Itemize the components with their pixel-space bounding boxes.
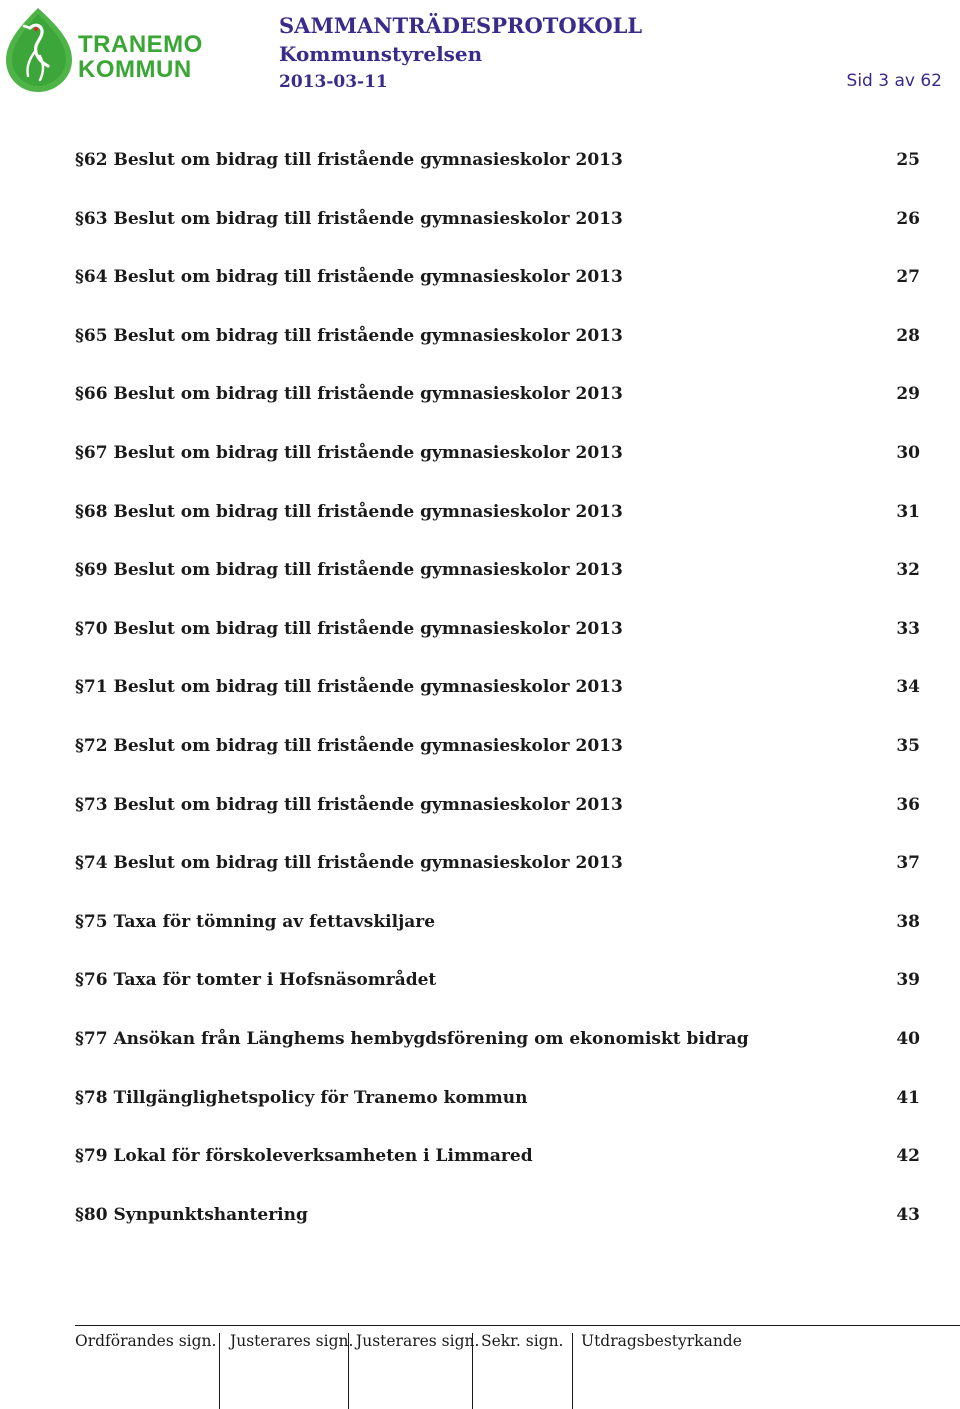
toc-section-title: §74 Beslut om bidrag till fristående gymnasieskolor 2013 (75, 853, 623, 874)
secretary-signature-label: Sekr. sign. (481, 1332, 564, 1350)
municipality-logo (0, 4, 210, 96)
chair-signature-label: Ordförandes sign. (75, 1332, 217, 1350)
toc-entry (75, 142, 920, 201)
toc-entry (75, 787, 920, 846)
toc-page-number: 29 (896, 384, 920, 405)
toc-section-title: §80 Synpunktshantering (75, 1204, 308, 1225)
toc-page-number: 33 (896, 618, 920, 639)
toc-page-number: 37 (896, 853, 920, 874)
toc-page-number: 35 (896, 735, 920, 756)
toc-section-title: §66 Beslut om bidrag till fristående gymnasieskolor 2013 (75, 384, 623, 405)
adjuster-signature-label-1: Justerares sign. (230, 1332, 354, 1350)
toc-section-title: §67 Beslut om bidrag till fristående gymnasieskolor 2013 (75, 442, 623, 463)
toc-section-title: §79 Lokal för förskoleverksamheten i Limmared (75, 1146, 533, 1167)
toc-section-title: §71 Beslut om bidrag till fristående gymnasieskolor 2013 (75, 677, 623, 698)
toc-entry (75, 962, 920, 1021)
toc-page-number: 26 (896, 208, 920, 229)
toc-page-number: 36 (896, 794, 920, 815)
toc-page-number: 40 (896, 1028, 920, 1049)
toc-page-number: 38 (896, 911, 920, 932)
toc-page-number: 42 (896, 1146, 920, 1167)
toc-section-title: §72 Beslut om bidrag till fristående gymnasieskolor 2013 (75, 735, 623, 756)
toc-section-title: §69 Beslut om bidrag till fristående gymnasieskolor 2013 (75, 560, 623, 581)
toc-entry (75, 1197, 920, 1256)
toc-section-title: §77 Ansökan från Länghems hembygdsförening om ekonomiskt bidrag (75, 1028, 749, 1049)
toc-section-title: §64 Beslut om bidrag till fristående gymnasieskolor 2013 (75, 267, 623, 288)
toc-entry (75, 728, 920, 787)
toc-page-number: 31 (896, 501, 920, 522)
toc-entry (75, 318, 920, 377)
toc-entry (75, 611, 920, 670)
footer-divider (75, 1325, 960, 1326)
meeting-date: 2013-03-11 (279, 72, 388, 92)
toc-page-number: 43 (896, 1204, 920, 1225)
toc-entry (75, 1080, 920, 1139)
logo-line-1: TRANEMO (78, 31, 203, 58)
adjuster-signature-label-2: Justerares sign. (356, 1332, 480, 1350)
toc-page-number: 34 (896, 677, 920, 698)
toc-section-title: §75 Taxa för tömning av fettavskiljare (75, 911, 436, 932)
toc-entry (75, 376, 920, 435)
signature-divider (472, 1333, 473, 1409)
toc-entry (75, 435, 920, 494)
toc-section-title: §68 Beslut om bidrag till fristående gymnasieskolor 2013 (75, 501, 623, 522)
toc-section-title: §65 Beslut om bidrag till fristående gymnasieskolor 2013 (75, 325, 623, 346)
toc-section-title: §73 Beslut om bidrag till fristående gymnasieskolor 2013 (75, 794, 623, 815)
signature-footer (75, 1325, 960, 1409)
toc-page-number: 41 (896, 1087, 920, 1108)
toc-entry (75, 259, 920, 318)
committee-name: Kommunstyrelsen (279, 42, 483, 66)
table-of-contents (75, 142, 920, 1255)
toc-page-number: 39 (896, 970, 920, 991)
toc-entry (75, 904, 920, 963)
extract-certifier-label: Utdragsbestyrkande (581, 1332, 742, 1350)
toc-page-number: 28 (896, 325, 920, 346)
toc-page-number: 32 (896, 560, 920, 581)
toc-section-title: §63 Beslut om bidrag till fristående gymnasieskolor 2013 (75, 208, 623, 229)
signature-divider (219, 1333, 220, 1409)
toc-entry (75, 201, 920, 260)
toc-page-number: 27 (896, 267, 920, 288)
signature-divider (572, 1333, 573, 1409)
toc-entry (75, 845, 920, 904)
toc-entry (75, 1021, 920, 1080)
toc-section-title: §76 Taxa för tomter i Hofsnäsområdet (75, 970, 437, 991)
toc-section-title: §78 Tillgänglighetspolicy för Tranemo kommun (75, 1087, 528, 1108)
toc-entry (75, 494, 920, 553)
toc-section-title: §62 Beslut om bidrag till fristående gymnasieskolor 2013 (75, 150, 623, 170)
document-heading (279, 12, 642, 96)
toc-entry (75, 1138, 920, 1197)
toc-entry (75, 552, 920, 611)
toc-section-title: §70 Beslut om bidrag till fristående gymnasieskolor 2013 (75, 618, 623, 639)
toc-page-number: 30 (896, 442, 920, 463)
toc-page-number: 25 (896, 150, 920, 170)
logo-line-2: KOMMUN (78, 56, 192, 83)
signature-divider (348, 1333, 349, 1409)
toc-entry (75, 669, 920, 728)
page-indicator: Sid 3 av 62 (846, 71, 942, 91)
document-title: SAMMANTRÄDESPROTOKOLL (279, 13, 643, 38)
